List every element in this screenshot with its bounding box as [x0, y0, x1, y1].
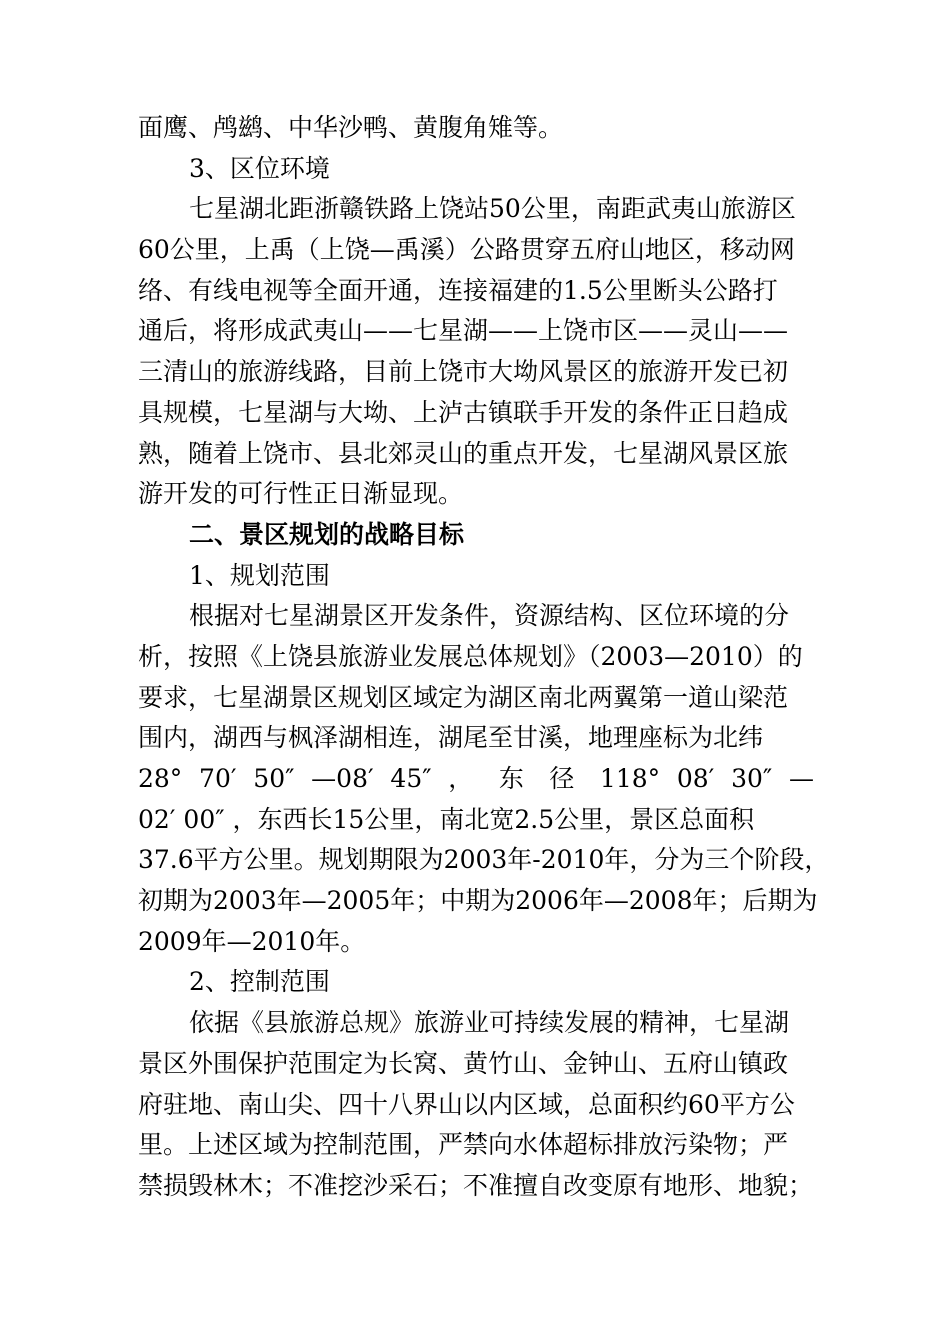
- section-heading-location: 3、区位环境: [189, 153, 330, 183]
- document-body: [138, 108, 830, 1207]
- text-line-4: 60公里，上禹（上饶—禹溪）公路贯穿五府山地区，移动网: [138, 235, 795, 265]
- text-line-24: 景区外围保护范围定为长窝、黄竹山、金钟山、五府山镇政: [138, 1048, 789, 1078]
- text-line-13: 根据对七星湖景区开发条件，资源结构、区位环境的分: [189, 601, 790, 631]
- text-line-14: 析，按照《上饶县旅游业发展总体规划》（2003—2010）的: [138, 641, 803, 671]
- text-line-23: 依据《县旅游总规》旅游业可持续发展的精神，七星湖: [189, 1008, 790, 1038]
- text-line-1: 面鹰、鸬鹚、中华沙鸭、黄腹角雉等。: [138, 113, 564, 142]
- text-line-3: 七星湖北距浙赣铁路上饶站50公里，南距武夷山旅游区: [189, 194, 796, 224]
- text-line-7: 三清山的旅游线路，目前上饶市大坳风景区的旅游开发已初: [138, 357, 789, 387]
- section-heading-planning-scope: 1、规划范围: [189, 560, 330, 590]
- text-line-coordinates: 28° 70′ 50″ —08′ 45″ ， 东 径 118° 08′ 30″ —: [138, 764, 814, 793]
- text-line-6: 通后，将形成武夷山——七星湖——上饶市区——灵山——: [138, 316, 789, 346]
- text-line-5: 络、有线电视等全面开通，连接福建的1.5公里断头公路打: [138, 275, 778, 305]
- text-line-20: 初期为2003年—2005年；中期为2006年—2008年；后期为: [138, 886, 818, 916]
- text-line-26: 里。上述区域为控制范围，严禁向水体超标排放污染物；严: [138, 1130, 789, 1160]
- text-line-16: 围内，湖西与枫泽湖相连，湖尾至甘溪，地理座标为北纬: [138, 723, 764, 753]
- text-line-9: 熟，随着上饶市、县北郊灵山的重点开发，七星湖风景区旅: [138, 438, 789, 468]
- text-line-18: 02′ 00″ ，东西长15公里，南北宽2.5公里，景区总面积: [138, 804, 755, 834]
- section-heading-control-scope: 2、控制范围: [189, 967, 330, 997]
- text-line-10: 游开发的可行性正日渐显现。: [138, 479, 464, 509]
- text-line-19: 37.6平方公里。规划期限为2003年-2010年，分为三个阶段，: [138, 845, 830, 875]
- chapter-heading-strategic-goals: 二、景区规划的战略目标: [189, 519, 465, 549]
- text-line-8: 具规模，七星湖与大坳、上泸古镇联手开发的条件正日趋成: [138, 397, 789, 427]
- text-line-25: 府驻地、南山尖、四十八界山以内区域，总面积约60平方公: [138, 1089, 795, 1119]
- text-line-15: 要求，七星湖景区规划区域定为湖区南北两翼第一道山梁范: [138, 682, 789, 712]
- text-line-21: 2009年—2010年。: [138, 926, 366, 956]
- text-line-27: 禁损毁林木；不准挖沙采石；不准擅自改变原有地形、地貌；: [138, 1170, 814, 1200]
